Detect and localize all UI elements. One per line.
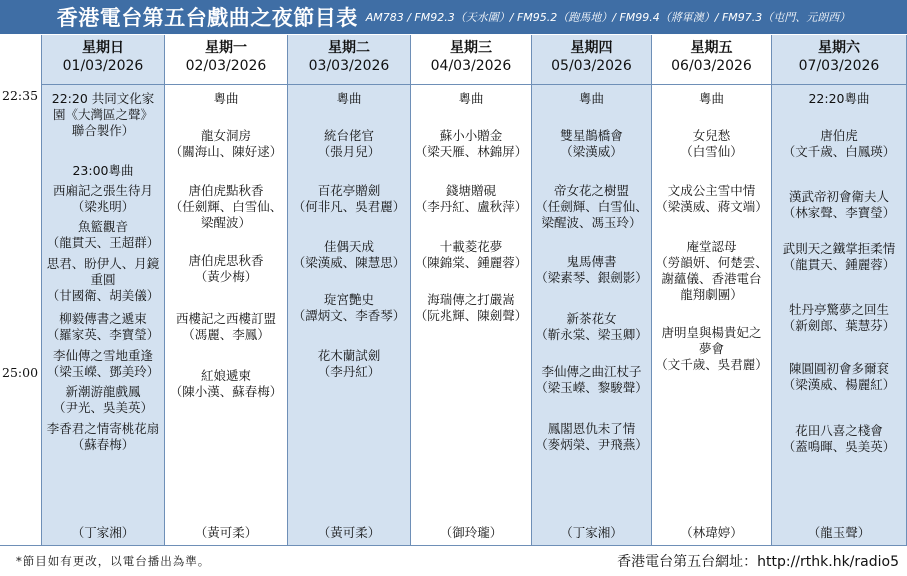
program-cast: （龍貫天、鍾麗蓉）: [782, 257, 896, 272]
day-header: [411, 35, 531, 85]
program-title: 唐伯虎: [820, 128, 858, 143]
program-title: 武則天之鐵掌拒柔情: [782, 241, 896, 256]
station-url[interactable]: 香港電台第五台網址：http://rthk.hk/radio5: [617, 554, 899, 570]
program-item: [45, 348, 161, 380]
day-date: 02/03/2026: [185, 58, 267, 74]
day-date: 06/03/2026: [671, 58, 752, 74]
day-column: [165, 35, 288, 545]
program-item: [775, 302, 903, 334]
program-cast: （新劍郎、葉慧芬）: [782, 318, 896, 333]
start-time: 22:35: [2, 88, 39, 103]
program-cast: （梁漢威、蔣文端）: [655, 199, 768, 214]
program-list: [772, 85, 906, 544]
day-header: [42, 35, 164, 85]
genre-label: 粵曲: [578, 91, 604, 106]
host-name: （黃可柔）: [194, 525, 258, 540]
program-item: [45, 256, 161, 304]
day-column: [532, 35, 652, 545]
program-list: [288, 85, 410, 544]
program-cast: （靳永棠、梁玉卿）: [535, 327, 648, 342]
program-item: [168, 311, 284, 343]
program-cast: （羅家英、李寶瑩）: [46, 327, 160, 342]
program-title: 琁宮艷史: [323, 292, 374, 307]
program-item: [655, 128, 768, 160]
program-cast: （梁素琴、銀劍影）: [535, 270, 648, 285]
day-date: 07/03/2026: [798, 58, 880, 74]
program-item: [45, 219, 161, 251]
program-title: 漢武帝初會衛夫人: [788, 189, 889, 204]
program-list: [532, 85, 651, 544]
program-cast: （譚炳文、李香琴）: [292, 308, 406, 323]
program-title: 花木蘭試劍: [317, 348, 381, 363]
program-item: [775, 189, 903, 221]
day-date: 05/03/2026: [551, 58, 632, 74]
program-title: 鬼馬傳書: [566, 254, 617, 269]
host-name: （御玲瓏）: [439, 525, 503, 540]
program-list: [652, 85, 771, 544]
program-cast: （文千歲、吳君麗）: [655, 357, 768, 372]
program-item: [775, 423, 903, 455]
program-cast: （文千歲、白鳳瑛）: [782, 144, 896, 159]
program-list: [411, 85, 531, 544]
program-item: [535, 421, 648, 453]
day-column: [411, 35, 532, 545]
program-item: [414, 183, 528, 215]
program-item: [168, 128, 284, 160]
program-cast: （關海山、陳好逑）: [169, 144, 283, 159]
day-column: [288, 35, 411, 545]
time-column: [0, 35, 42, 545]
program-cast: （梁玉嶸、黎駿聲）: [535, 380, 648, 395]
program-cast: （蘇春梅）: [71, 437, 135, 452]
program-cast: （蓋鳴暉、吳美英）: [782, 439, 896, 454]
program-title: 蘇小小贈金: [439, 128, 503, 143]
genre-label: 22:20 共同文化家 園《大灣區之聲》 聯合製作）: [51, 91, 155, 138]
program-title: 統台佬官: [323, 128, 374, 143]
program-cast: （尹光、吳美英）: [52, 400, 153, 415]
host-name: （丁家湘）: [71, 525, 135, 540]
program-title: 十載菱花夢: [439, 239, 503, 254]
program-list: [165, 85, 287, 544]
program-cast: （林家聲、李寶瑩）: [782, 205, 896, 220]
title-bar: [0, 0, 907, 34]
day-name: 星期五: [690, 40, 733, 56]
genre-label: 粵曲: [458, 91, 484, 106]
program-cast: （黃少梅）: [194, 269, 258, 284]
program-title: 西廂記之張生待月: [52, 183, 153, 198]
program-title: 文成公主雪中情: [667, 183, 756, 198]
day-name: 星期六: [818, 40, 860, 56]
program-title: 李仙傳之雪地重逢: [52, 348, 153, 363]
program-cast: （李丹紅、盧秋萍）: [414, 199, 528, 214]
program-cast: （梁玉嶸、鄧美玲）: [46, 364, 160, 379]
day-column: [772, 35, 907, 545]
program-title: 女兒愁: [692, 128, 731, 143]
program-cast: （李丹紅）: [317, 364, 381, 379]
program-cast: （陳小漢、蘇春梅）: [169, 384, 283, 399]
program-title: 思君、盼伊人、月鏡 重圓: [46, 256, 160, 287]
program-cast: （任劍輝、白雪仙、 梁醒波、馮玉玲）: [535, 199, 648, 230]
program-item: [45, 183, 161, 215]
program-title: 雙星鵲橋會: [560, 128, 623, 143]
program-title: 李仙傳之曲江杖子: [541, 364, 642, 379]
program-item: [168, 183, 284, 231]
day-date: 04/03/2026: [430, 58, 512, 74]
day-name: 星期四: [570, 40, 613, 56]
program-title: 海瑞傳之打嚴嵩: [427, 292, 515, 307]
program-item: [168, 368, 284, 400]
genre-label: 粵曲: [213, 91, 239, 106]
program-title: 唐伯虎思秋香: [188, 253, 264, 268]
program-title: 唐明皇與楊貴妃之 夢會: [661, 325, 762, 356]
program-item: [655, 183, 768, 215]
day-header: [165, 35, 287, 85]
program-item: [535, 311, 648, 343]
day-date: 01/03/2026: [62, 58, 144, 74]
program-item: [775, 128, 903, 160]
program-title: 牡丹亭驚夢之回生: [788, 302, 889, 317]
host-name: （林瑋婷）: [680, 525, 743, 540]
program-title: 新潮游龍戲鳳: [65, 384, 141, 399]
program-cast: （張月兒）: [317, 144, 381, 159]
program-title: 唐伯虎點秋香: [188, 183, 264, 198]
program-item: [535, 364, 648, 396]
program-cast: （梁漢威）: [560, 144, 623, 159]
program-item: [414, 292, 528, 324]
program-title: 李香君之情寄桃花扇: [46, 421, 160, 436]
day-column: [42, 35, 165, 545]
program-item: [291, 128, 407, 160]
program-item: [535, 254, 648, 286]
program-item: [168, 253, 284, 285]
program-item: [291, 348, 407, 380]
program-item: [775, 241, 903, 273]
footer-note: *節目如有更改，以電台播出為準。: [16, 554, 211, 568]
program-title: 紅娘遞柬: [200, 368, 251, 383]
genre-label: 23:00粵曲: [72, 163, 134, 178]
program-item: [535, 183, 648, 231]
page-title: 香港電台第五台戲曲之夜節目表: [56, 6, 358, 30]
program-cast: （白雪仙）: [680, 144, 743, 159]
program-item: [291, 292, 407, 324]
frequency-list: AM783 / FM92.3（天水圍）/ FM95.2（跑馬地）/ FM99.4（將軍澳）/ FM97.3（屯門、元朗西）: [365, 11, 851, 24]
program-item: [45, 384, 161, 416]
program-title: 魚籃觀音: [77, 219, 128, 234]
program-item: [291, 239, 407, 271]
day-column: [652, 35, 772, 545]
program-cast: （任劍輝、白雪仙、 梁醒波）: [169, 199, 283, 230]
program-title: 百花亭贈劍: [317, 183, 381, 198]
genre-label: 粵曲: [336, 91, 362, 106]
program-cast: （梁漢威、楊麗紅）: [782, 377, 896, 392]
program-item: [291, 183, 407, 215]
end-time: 25:00: [2, 365, 39, 380]
program-title: 帝女花之樹盟: [553, 183, 629, 198]
host-name: （龍玉聲）: [807, 525, 871, 540]
program-item: [655, 325, 768, 373]
day-header: [652, 35, 771, 85]
program-cast: （龍貫天、王超群）: [46, 235, 160, 250]
program-cast: （麥炳榮、尹飛燕）: [535, 437, 648, 452]
footer: [0, 545, 907, 576]
program-title: 陳圓圓初會多爾袞: [788, 361, 889, 376]
day-header: [772, 35, 906, 85]
program-title: 柳毅傳書之遞束: [59, 311, 147, 326]
day-name: 星期三: [450, 40, 492, 56]
program-title: 鳳閣恩仇未了情: [547, 421, 636, 436]
program-item: [655, 239, 768, 303]
program-item: [414, 239, 528, 271]
day-name: 星期日: [82, 40, 124, 56]
program-cast: （阮兆輝、陳劍聲）: [414, 308, 528, 323]
program-title: 新茶花女: [566, 311, 617, 326]
program-cast: （馮麗、李鳳）: [182, 327, 270, 342]
program-cast: （何非凡、吳君麗）: [292, 199, 406, 214]
schedule-grid: [0, 35, 907, 545]
day-name: 星期一: [205, 40, 247, 56]
program-title: 花田八喜之棧會: [795, 423, 883, 438]
program-item: [775, 361, 903, 393]
program-title: 龍女洞房: [200, 128, 251, 143]
day-date: 03/03/2026: [308, 58, 390, 74]
day-name: 星期二: [328, 40, 370, 56]
program-item: [45, 311, 161, 343]
day-header: [288, 35, 410, 85]
program-title: 西樓記之西樓訂盟: [175, 311, 276, 326]
genre-label: 粵曲: [698, 91, 724, 106]
program-item: [45, 421, 161, 453]
program-list: [42, 85, 164, 544]
program-item: [414, 128, 528, 160]
program-cast: （梁漢威、陳慧思）: [292, 255, 406, 270]
program-title: 佳偶天成: [323, 239, 374, 254]
program-item: [535, 128, 648, 160]
host-name: （丁家湘）: [560, 525, 623, 540]
program-cast: （梁天雁、林錦屏）: [414, 144, 528, 159]
genre-label: 22:20粵曲: [808, 91, 870, 106]
program-cast: （陳錦棠、鍾麗蓉）: [414, 255, 528, 270]
host-name: （黃可柔）: [317, 525, 381, 540]
day-header: [532, 35, 651, 85]
program-cast: （勞韻妍、何楚雲、 謝蘊儀、香港電台 龍翔劇團）: [655, 255, 768, 302]
program-title: 庵堂認母: [686, 239, 737, 254]
program-cast: （梁兆明）: [71, 199, 135, 214]
program-title: 錢塘贈硯: [445, 183, 496, 198]
program-cast: （甘國衛、胡美儀）: [46, 288, 160, 303]
